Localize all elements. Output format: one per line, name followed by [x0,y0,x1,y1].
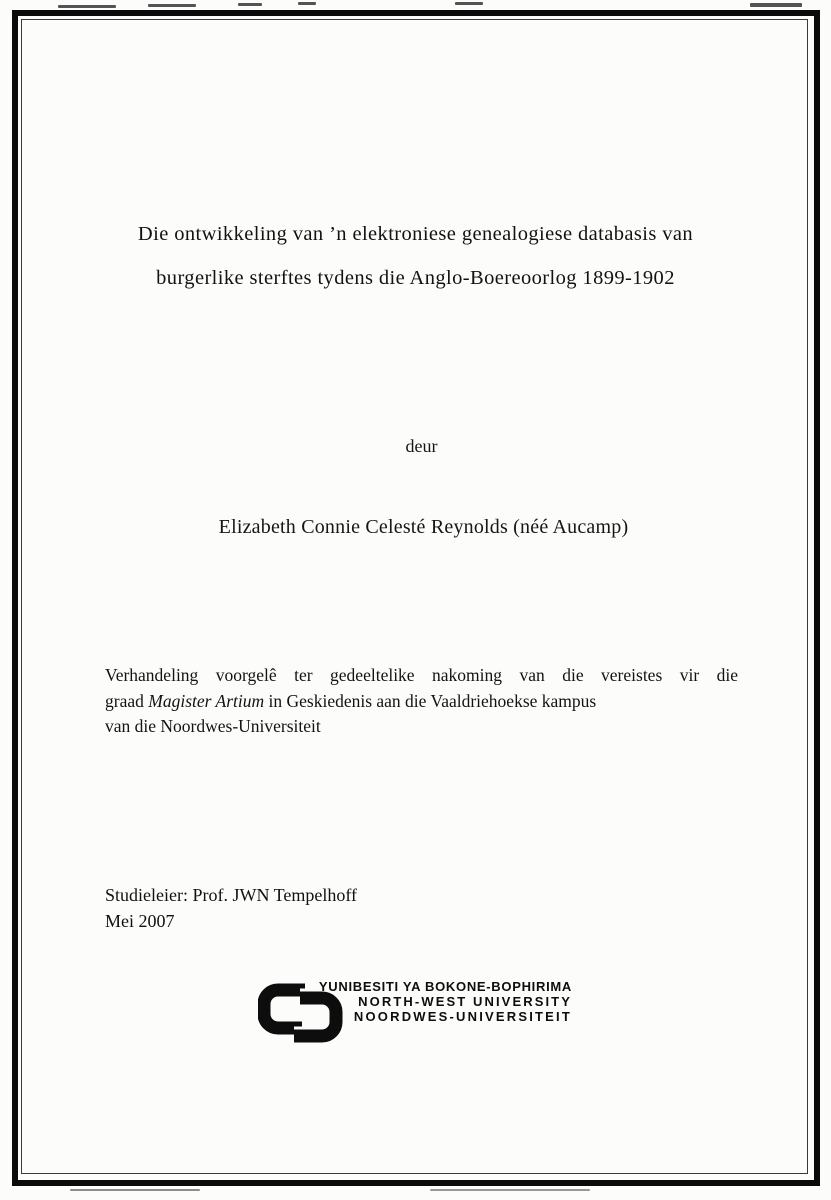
thesis-title [40,212,791,300]
date: Mei 2007 [105,910,175,931]
degree-name: Magister Artium [148,690,265,711]
author-name: Elizabeth Connie Celesté Reynolds (néé Aucamp) [218,516,629,538]
scan-artifact [455,2,483,5]
submission-line1: Verhandeling voorgelê ter gedeeltelike nakoming van die vereistes vir die [105,665,738,685]
thesis-title-line1: Die ontwikkeling van ’n elektroniese genealogiese databasis van [137,223,694,245]
submission-line3: van die Noordwes-Universiteit [105,716,321,736]
submission-line2-suffix: in Geskiedenis aan die Vaaldriehoekse kampus [264,690,597,711]
submission-line2-prefix: graad [105,690,149,711]
thesis-title-line2: burgerlike sterftes tydens die Anglo-Boereoorlog 1899-1902 [156,267,675,289]
scan-artifact [430,1189,590,1191]
byline-label: deur [405,436,438,456]
university-logo-text [320,979,572,1025]
university-name-setswana: YUNIBESITI YA BOKONE-BOPHIRIMA [318,979,572,994]
scan-artifact [148,4,196,7]
university-name-english: NORTH-WEST UNIVERSITY [358,994,572,1010]
scan-artifact [750,3,802,7]
university-name-afrikaans: NOORDWES-UNIVERSITEIT [353,1009,572,1025]
submission-line2 [105,689,738,715]
supervisor-block [105,883,357,934]
scan-artifact [238,3,262,6]
university-logo [258,976,588,1051]
scan-artifact [70,1189,200,1191]
scan-artifact [58,5,116,8]
scan-artifact [298,2,316,5]
submission-statement [105,663,738,740]
supervisor-name: Studieleier: Prof. JWN Tempelhoff [105,885,358,905]
